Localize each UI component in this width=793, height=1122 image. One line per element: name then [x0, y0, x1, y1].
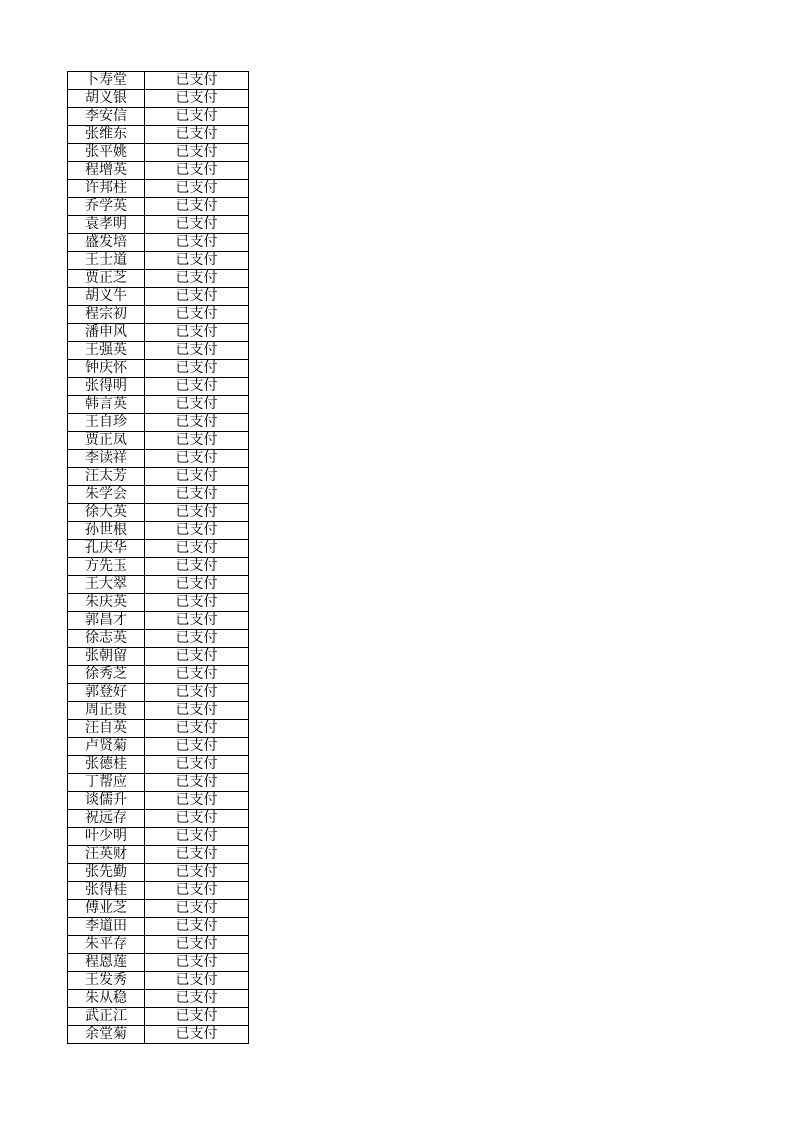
status-cell: 已支付 — [145, 306, 249, 324]
name-cell: 叶少明 — [68, 828, 145, 846]
table-row — [68, 882, 249, 900]
name-cell: 王自珍 — [68, 414, 145, 432]
name-cell: 孔庆华 — [68, 540, 145, 558]
status-cell: 已支付 — [145, 684, 249, 702]
status-cell: 已支付 — [145, 540, 249, 558]
name-cell: 张得桂 — [68, 882, 145, 900]
name-cell: 王士道 — [68, 252, 145, 270]
name-cell: 钟庆怀 — [68, 360, 145, 378]
name-cell: 张朝留 — [68, 648, 145, 666]
status-cell: 已支付 — [145, 486, 249, 504]
status-cell: 已支付 — [145, 720, 249, 738]
table-row — [68, 234, 249, 252]
status-cell: 已支付 — [145, 432, 249, 450]
status-cell: 已支付 — [145, 216, 249, 234]
status-cell: 已支付 — [145, 252, 249, 270]
table-row — [68, 126, 249, 144]
status-cell: 已支付 — [145, 972, 249, 990]
table-row — [68, 504, 249, 522]
name-cell: 卜寿堂 — [68, 72, 145, 90]
name-cell: 胡义银 — [68, 90, 145, 108]
status-cell: 已支付 — [145, 450, 249, 468]
name-cell: 贾正芝 — [68, 270, 145, 288]
table-row — [68, 252, 249, 270]
status-cell: 已支付 — [145, 612, 249, 630]
name-cell: 汪英财 — [68, 846, 145, 864]
status-cell: 已支付 — [145, 288, 249, 306]
status-cell: 已支付 — [145, 162, 249, 180]
table-row — [68, 396, 249, 414]
status-cell: 已支付 — [145, 126, 249, 144]
status-cell: 已支付 — [145, 882, 249, 900]
table-row — [68, 594, 249, 612]
table-row — [68, 198, 249, 216]
name-cell: 汪太芳 — [68, 468, 145, 486]
table-row — [68, 468, 249, 486]
table-row — [68, 378, 249, 396]
name-cell: 胡义牛 — [68, 288, 145, 306]
name-cell: 潘申风 — [68, 324, 145, 342]
status-cell: 已支付 — [145, 810, 249, 828]
status-cell: 已支付 — [145, 954, 249, 972]
status-cell: 已支付 — [145, 1008, 249, 1026]
table-row — [68, 918, 249, 936]
status-cell: 已支付 — [145, 828, 249, 846]
status-cell: 已支付 — [145, 270, 249, 288]
table-row — [68, 756, 249, 774]
status-cell: 已支付 — [145, 864, 249, 882]
table-row — [68, 684, 249, 702]
name-cell: 丁帮应 — [68, 774, 145, 792]
name-cell: 方先玉 — [68, 558, 145, 576]
status-cell: 已支付 — [145, 900, 249, 918]
status-cell: 已支付 — [145, 666, 249, 684]
status-cell: 已支付 — [145, 396, 249, 414]
table-row — [68, 414, 249, 432]
status-cell: 已支付 — [145, 234, 249, 252]
table-row — [68, 738, 249, 756]
name-cell: 贾正凤 — [68, 432, 145, 450]
name-cell: 朱学会 — [68, 486, 145, 504]
status-cell: 已支付 — [145, 774, 249, 792]
table-row — [68, 720, 249, 738]
table-row — [68, 612, 249, 630]
table-row — [68, 450, 249, 468]
table-row — [68, 864, 249, 882]
name-cell: 汪自英 — [68, 720, 145, 738]
table-row — [68, 540, 249, 558]
payment-table — [67, 71, 249, 1044]
status-cell: 已支付 — [145, 324, 249, 342]
name-cell: 余堂菊 — [68, 1026, 145, 1044]
table-row — [68, 342, 249, 360]
table-row — [68, 558, 249, 576]
status-cell: 已支付 — [145, 792, 249, 810]
table-row — [68, 216, 249, 234]
status-cell: 已支付 — [145, 738, 249, 756]
status-cell: 已支付 — [145, 180, 249, 198]
name-cell: 谈儒升 — [68, 792, 145, 810]
name-cell: 李道田 — [68, 918, 145, 936]
status-cell: 已支付 — [145, 594, 249, 612]
name-cell: 周正贵 — [68, 702, 145, 720]
table-row — [68, 432, 249, 450]
table-row — [68, 954, 249, 972]
table-row — [68, 486, 249, 504]
table-row — [68, 990, 249, 1008]
name-cell: 张平姚 — [68, 144, 145, 162]
table-row — [68, 162, 249, 180]
name-cell: 王强英 — [68, 342, 145, 360]
name-cell: 王大翠 — [68, 576, 145, 594]
status-cell: 已支付 — [145, 198, 249, 216]
name-cell: 朱从稳 — [68, 990, 145, 1008]
table-row — [68, 576, 249, 594]
name-cell: 武正江 — [68, 1008, 145, 1026]
name-cell: 孙世根 — [68, 522, 145, 540]
table-row — [68, 288, 249, 306]
name-cell: 朱平存 — [68, 936, 145, 954]
status-cell: 已支付 — [145, 648, 249, 666]
status-cell: 已支付 — [145, 144, 249, 162]
status-cell: 已支付 — [145, 342, 249, 360]
table-row — [68, 1008, 249, 1026]
status-cell: 已支付 — [145, 630, 249, 648]
name-cell: 李安信 — [68, 108, 145, 126]
table-row — [68, 630, 249, 648]
table-row — [68, 792, 249, 810]
name-cell: 祝远存 — [68, 810, 145, 828]
status-cell: 已支付 — [145, 846, 249, 864]
status-cell: 已支付 — [145, 990, 249, 1008]
status-cell: 已支付 — [145, 360, 249, 378]
name-cell: 许邦柱 — [68, 180, 145, 198]
payment-table-body — [68, 72, 249, 1044]
status-cell: 已支付 — [145, 468, 249, 486]
name-cell: 傅业芝 — [68, 900, 145, 918]
name-cell: 张维东 — [68, 126, 145, 144]
status-cell: 已支付 — [145, 108, 249, 126]
table-row — [68, 900, 249, 918]
name-cell: 张先勤 — [68, 864, 145, 882]
name-cell: 袁孝明 — [68, 216, 145, 234]
name-cell: 盛发培 — [68, 234, 145, 252]
table-row — [68, 810, 249, 828]
status-cell: 已支付 — [145, 72, 249, 90]
status-cell: 已支付 — [145, 378, 249, 396]
table-row — [68, 270, 249, 288]
name-cell: 程宗初 — [68, 306, 145, 324]
table-row — [68, 144, 249, 162]
name-cell: 朱庆英 — [68, 594, 145, 612]
status-cell: 已支付 — [145, 918, 249, 936]
table-row — [68, 72, 249, 90]
name-cell: 张德桂 — [68, 756, 145, 774]
table-row — [68, 522, 249, 540]
table-row — [68, 702, 249, 720]
table-row — [68, 108, 249, 126]
name-cell: 程恩莲 — [68, 954, 145, 972]
table-row — [68, 666, 249, 684]
status-cell: 已支付 — [145, 756, 249, 774]
table-row — [68, 360, 249, 378]
name-cell: 徐秀芝 — [68, 666, 145, 684]
status-cell: 已支付 — [145, 414, 249, 432]
status-cell: 已支付 — [145, 936, 249, 954]
table-row — [68, 936, 249, 954]
status-cell: 已支付 — [145, 576, 249, 594]
table-row — [68, 1026, 249, 1044]
name-cell: 卢贤菊 — [68, 738, 145, 756]
name-cell: 徐志英 — [68, 630, 145, 648]
table-row — [68, 648, 249, 666]
table-row — [68, 324, 249, 342]
table-row — [68, 828, 249, 846]
status-cell: 已支付 — [145, 558, 249, 576]
status-cell: 已支付 — [145, 504, 249, 522]
table-row — [68, 180, 249, 198]
status-cell: 已支付 — [145, 522, 249, 540]
name-cell: 郭登好 — [68, 684, 145, 702]
table-row — [68, 90, 249, 108]
name-cell: 王发秀 — [68, 972, 145, 990]
status-cell: 已支付 — [145, 90, 249, 108]
name-cell: 李读祥 — [68, 450, 145, 468]
table-row — [68, 846, 249, 864]
name-cell: 徐大英 — [68, 504, 145, 522]
table-row — [68, 972, 249, 990]
status-cell: 已支付 — [145, 1026, 249, 1044]
name-cell: 郭昌才 — [68, 612, 145, 630]
name-cell: 韩言英 — [68, 396, 145, 414]
status-cell: 已支付 — [145, 702, 249, 720]
name-cell: 程增英 — [68, 162, 145, 180]
table-row — [68, 306, 249, 324]
name-cell: 张得明 — [68, 378, 145, 396]
table-row — [68, 774, 249, 792]
name-cell: 乔学英 — [68, 198, 145, 216]
